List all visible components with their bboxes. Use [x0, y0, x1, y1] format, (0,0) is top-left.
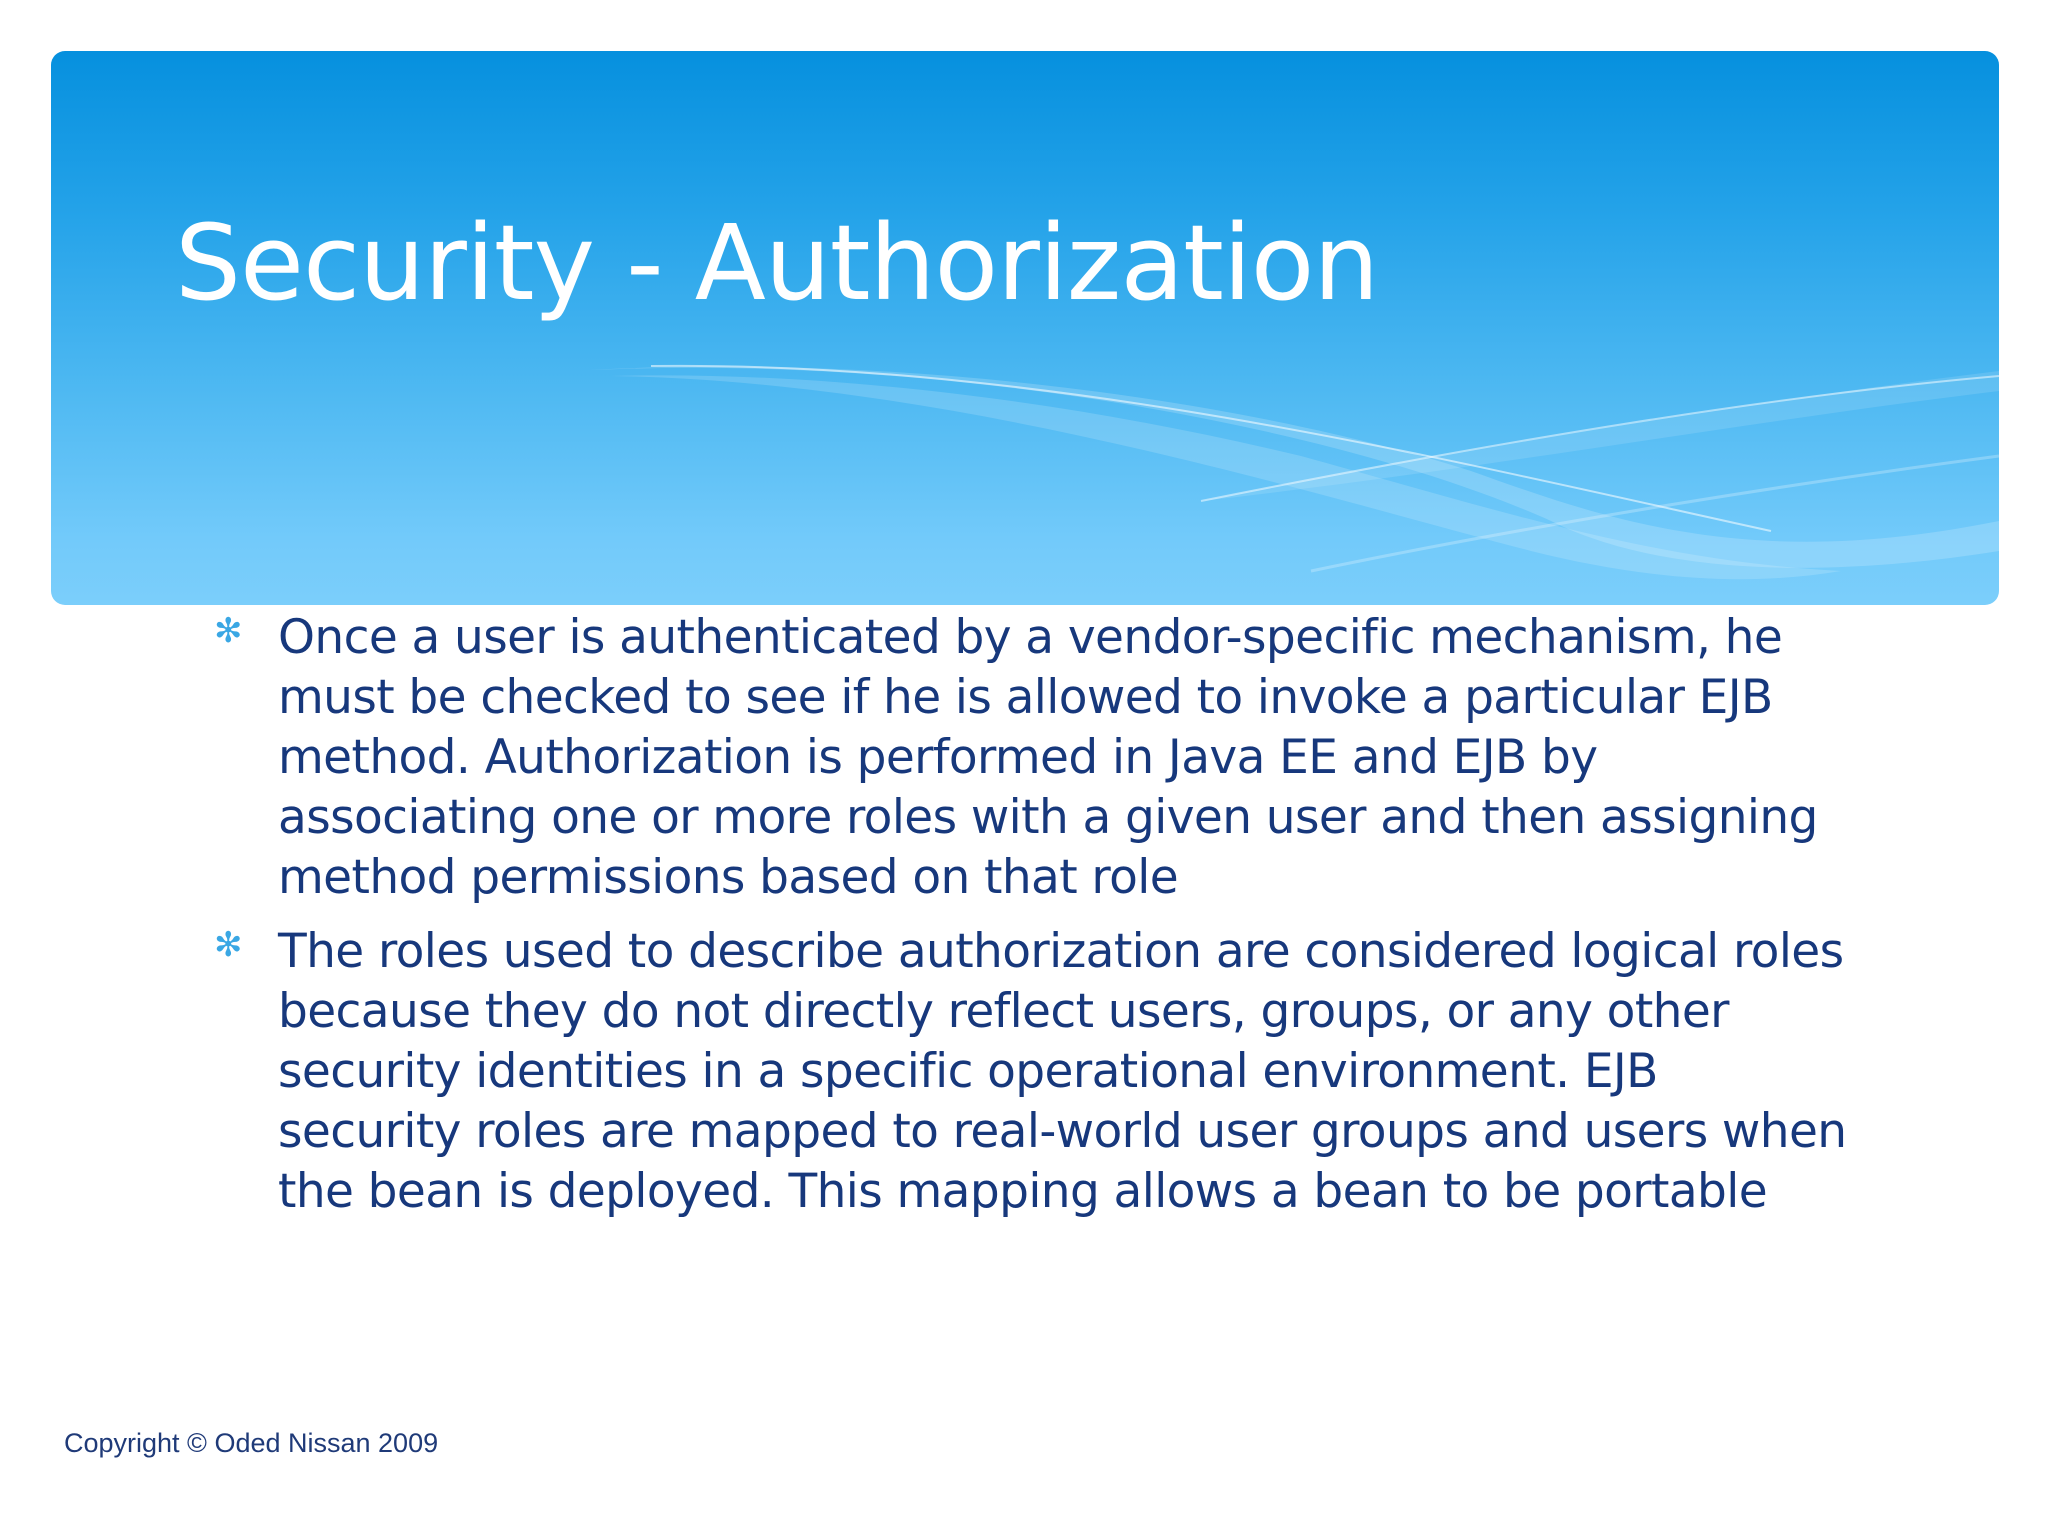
- asterisk-bullet-icon: ✻: [214, 611, 243, 651]
- bullet-text: Once a user is authenticated by a vendor-specific mechanism, he must be checked to see if he is allowed to invoke a particular EJB method. Authorization is performed in Java EE and EJB by associating one or more roles with a given user and then assigning method permissions based on that role: [278, 610, 1818, 905]
- wave-decoration: [51, 51, 1999, 605]
- bullet-text: The roles used to describe authorization are considered logical roles because they do not directly reflect users, groups, or any other security identities in a specific operational environment. EJB security roles are mapped to real-world user groups and users when the bean is deployed. This mapping allows a bean to be portable: [278, 924, 1847, 1219]
- asterisk-bullet-icon: ✻: [214, 925, 243, 965]
- bullet-list: [212, 608, 1852, 1236]
- slide-title: Security - Authorization: [175, 202, 1379, 324]
- copyright-footer: Copyright © Oded Nissan 2009: [64, 1428, 439, 1458]
- bullet-item: [212, 608, 1852, 908]
- title-banner: [51, 51, 1999, 605]
- bullet-item: [212, 922, 1852, 1222]
